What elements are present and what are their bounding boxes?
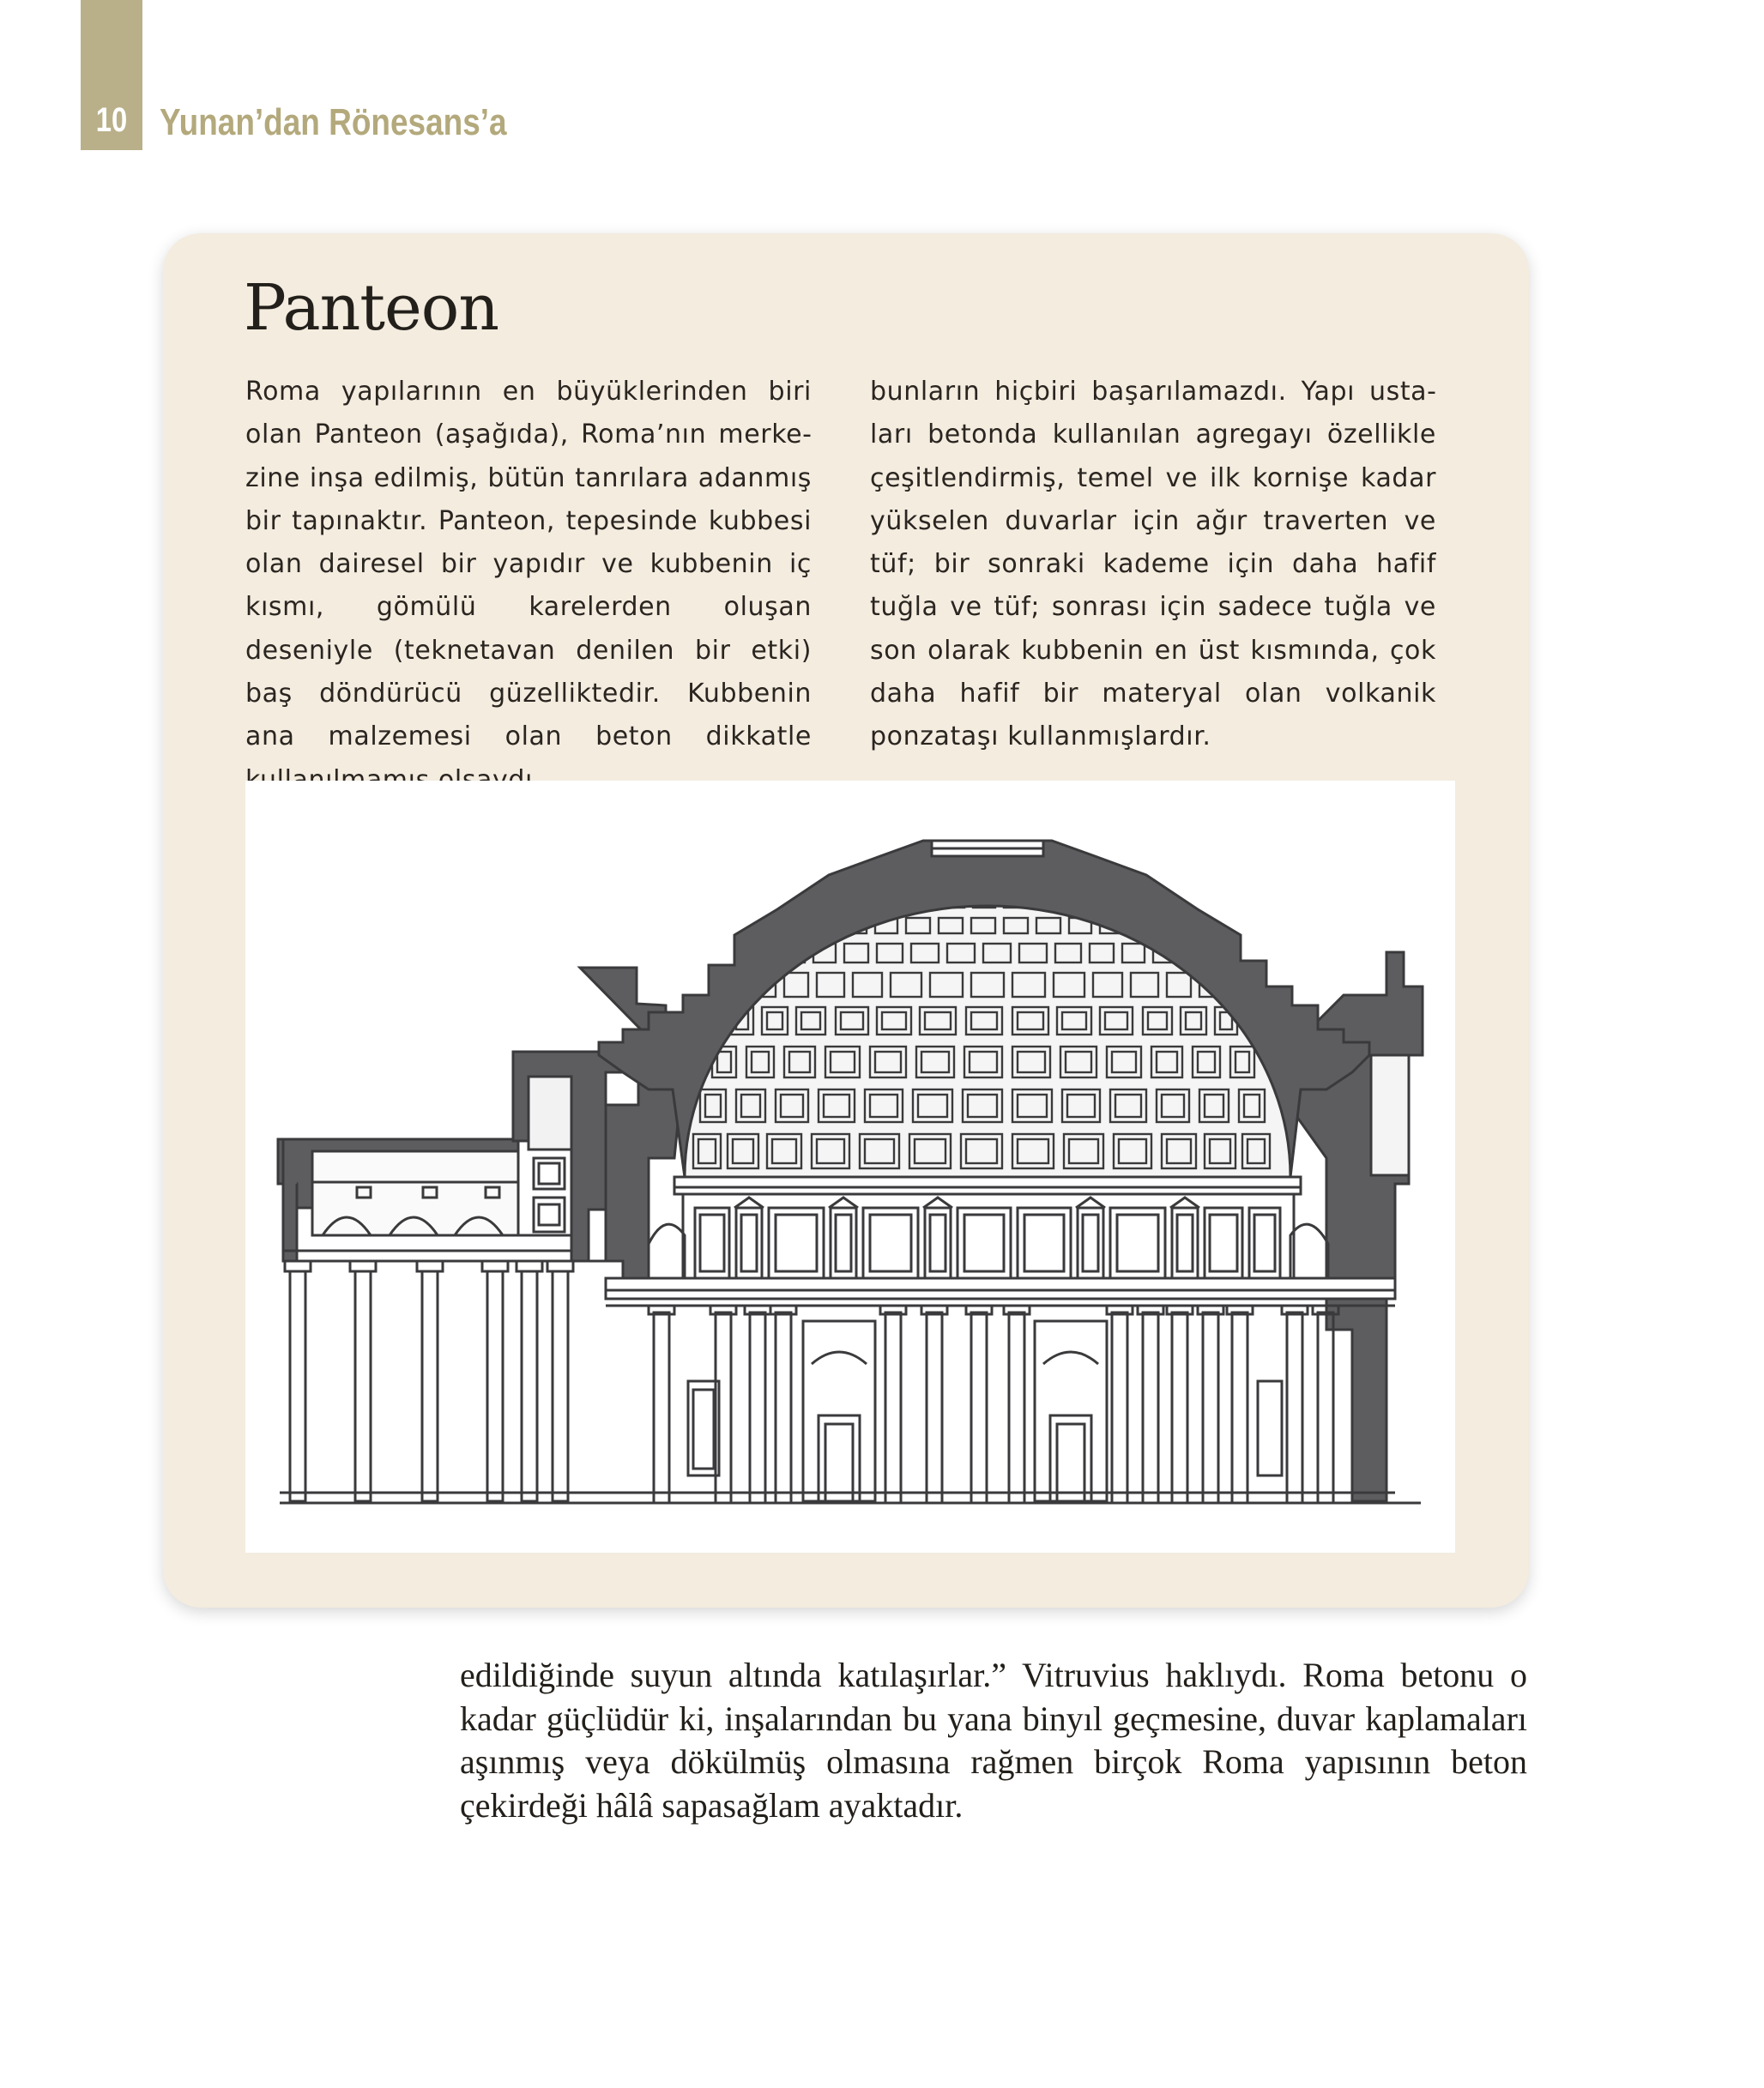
- pantheon-drawing: [245, 781, 1455, 1553]
- sidebar-column-right: bunların hiçbiri başarılamazdı. Yapı ustaları betonda kullanılan agregayı özellikle çeşitlendirmiş, temel ve ilk kornişe kadar yükselen duvarlar için ağır traverten ve tüf; bir sonraki kademe için daha hafif tuğla ve tüf; sonrası için sadece tuğla ve son olarak kubbenin en üst kısmında, çok daha hafif bir materyal olan volkanik ponzataşı kullanmışlardır.: [870, 377, 1436, 752]
- pantheon-section-illustration: [245, 781, 1455, 1553]
- sidebar-title: Panteon: [244, 271, 498, 345]
- running-title: Yunan’dan Rönesans’a: [160, 101, 507, 143]
- body-paragraph: edildiğinde suyun altında katılaşırlar.” Vitruvius haklıydı. Roma betonu o kadar güçlüdür ki, inşalarından bu yana binyıl geçmesine, duvar kaplamaları aşınmış veya dökülmüş olmasına rağmen birçok Roma yapısının beton çekirdeği hâlâ sapasağlam ayaktadır.: [460, 1656, 1527, 1825]
- page-number: 10: [95, 101, 128, 139]
- sidebar-column-left: Roma yapılarının en büyüklerinden biri olan Panteon (aşağıda), Roma’nın merkezine inşa edilmiş, bütün tanrılara adanmış bir tapınaktır. Panteon, tepesinde kubbesi olan dairesel bir yapıdır ve kubbenin iç kısmı, gömülü karelerden oluşan deseniyle (teknetavan denilen bir etki) baş döndürücü güzelliktedir. Kubbenin ana malzemesi olan beton dikkatle: [245, 377, 812, 752]
